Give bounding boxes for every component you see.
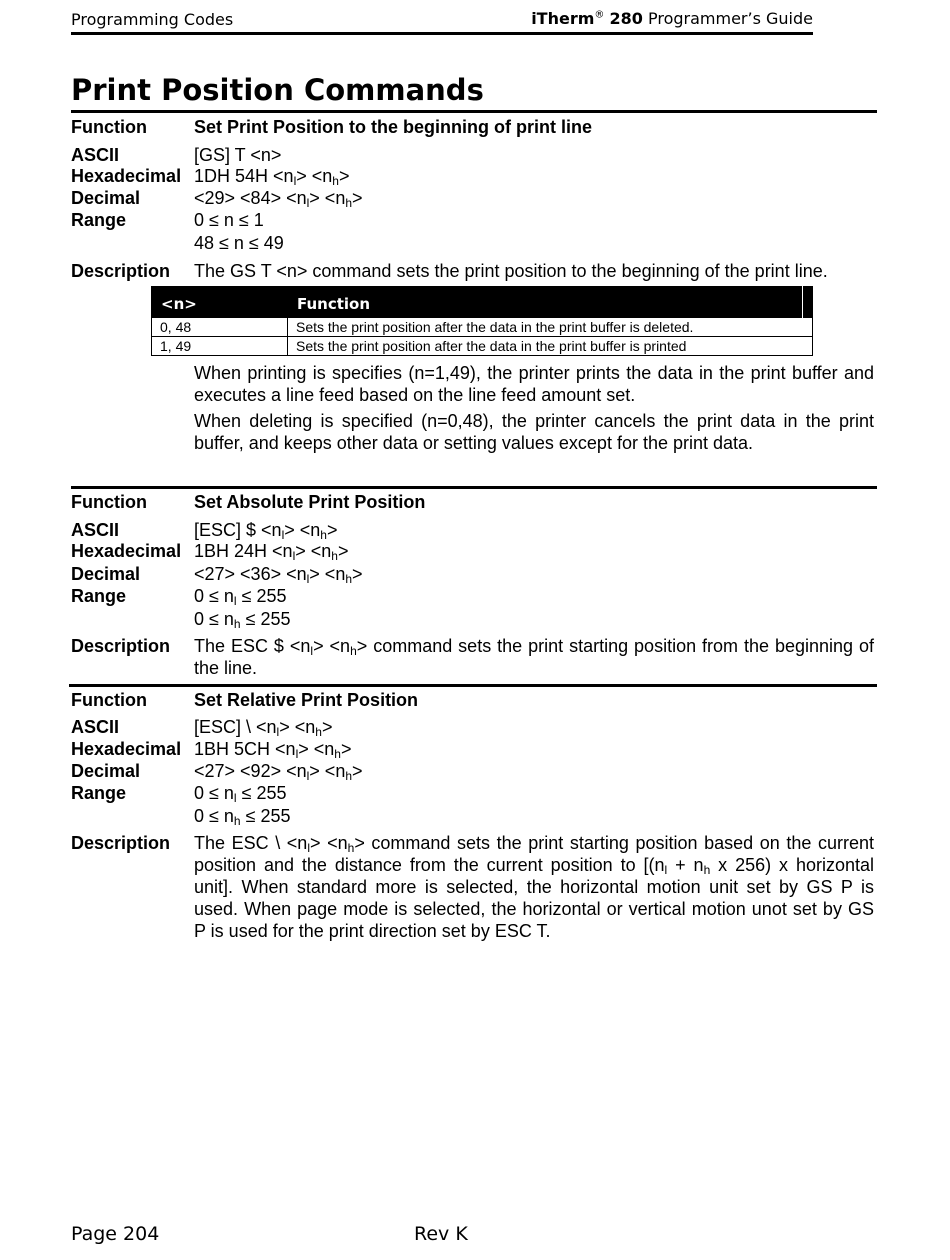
cmd1-description: The GS T <n> command sets the print position to the beginning of the print line. — [194, 261, 828, 281]
section-rule — [69, 684, 877, 687]
range-label: Range — [71, 210, 127, 230]
section-name: Programming Codes — [71, 10, 234, 29]
model-number: 280 — [609, 9, 643, 28]
cmd1-function: Set Print Position to the beginning of print line — [194, 117, 592, 137]
page-number: Page 204 — [71, 1223, 160, 1245]
range-label: Range — [71, 586, 127, 606]
ascii-label: ASCII — [71, 145, 120, 165]
page-header — [71, 8, 813, 35]
cmd2-decimal: $<27> <36> <n_l> <n_h>$ — [194, 564, 363, 586]
guide-title — [531, 9, 813, 28]
hex-label: Hexadecimal — [71, 739, 182, 759]
cmd1-range-2: 48 ≤ n ≤ 49 — [194, 233, 284, 253]
cmd3-description: The ESC \ $<n_l> <n_h>$ command sets the print starting position based on the current position and the distance from the current position to [($n_l + n_h$ x 256) x horizontal unit]. When standard more is selected, the horizontal motion unit set by GS P is used. When page mode is selected, the horizontal or vertical motion unot set by GS P is used for the print direction set by ESC T. — [194, 833, 874, 941]
ascii-label: ASCII — [71, 520, 120, 540]
table-cell-function: Sets the print position after the data in the print buffer is deleted. — [296, 319, 694, 335]
hex-label: Hexadecimal — [71, 541, 182, 561]
cmd2-ascii: [ESC] $ $<n_l> <n_h>$ — [194, 520, 338, 542]
header-divider — [802, 286, 803, 318]
decimal-label: Decimal — [71, 761, 141, 781]
table-cell-function: Sets the print position after the data in the print buffer is printed — [296, 338, 687, 354]
cmd1-decimal: $<29> <84> <n_l> <n_h>$ — [194, 188, 363, 210]
registered-mark: ® — [594, 9, 605, 21]
table-header-n: <n> — [161, 295, 197, 313]
table-header — [151, 286, 813, 318]
cmd2-description: The ESC $ $<n_l> <n_h>$ command sets the print starting position from the beginning of the line. — [194, 636, 874, 678]
cmd1-hex: 1DH $54H <n_l> <n_h>$ — [194, 166, 350, 188]
cmd2-range-high: $0 \le n_h \le 255$ — [194, 609, 291, 631]
function-label: Function — [71, 690, 147, 710]
table-cell-n: 0, 48 — [160, 319, 192, 335]
description-label: Description — [71, 636, 171, 656]
hex-label: Hexadecimal — [71, 166, 182, 186]
cmd1-paragraph-delete: When deleting is specified (n=0,48), the printer cancels the print data in the print buffer, and keeps other data or setting values except for the print data. — [194, 411, 874, 453]
range-label: Range — [71, 783, 127, 803]
cmd3-range-low: $0 \le n_l \le 255$ — [194, 783, 287, 805]
table-header-function: Function — [297, 295, 371, 313]
n-function-table — [151, 286, 813, 356]
function-label: Function — [71, 492, 147, 512]
table-row — [151, 318, 813, 337]
revision: Rev K — [414, 1223, 468, 1245]
decimal-label: Decimal — [71, 564, 141, 584]
description-label: Description — [71, 261, 171, 281]
cmd2-hex: 1BH $24H <n_l> <n_h>$ — [194, 541, 349, 563]
cmd3-hex: 1BH $5CH <n_l> <n_h>$ — [194, 739, 352, 761]
guide-name: Programmer’s Guide — [647, 9, 813, 28]
cmd3-range-high: $0 \le n_h \le 255$ — [194, 806, 291, 828]
ascii-label: ASCII — [71, 717, 120, 737]
section-rule — [71, 486, 877, 489]
decimal-label: Decimal — [71, 188, 141, 208]
table-row — [151, 337, 813, 356]
table-cell-n: 1, 49 — [160, 338, 192, 354]
cell-divider — [287, 318, 288, 336]
page-title: Print Position Commands — [71, 73, 484, 107]
cmd1-range-1: 0 ≤ n ≤ 1 — [194, 210, 264, 230]
cmd3-function: Set Relative Print Position — [194, 690, 419, 710]
cmd3-ascii: [ESC] \ $<n_l> <n_h>$ — [194, 717, 333, 739]
cell-divider — [287, 337, 288, 355]
description-label: Description — [71, 833, 171, 853]
function-label: Function — [71, 117, 147, 137]
cmd3-decimal: $<27> <92> <n_l> <n_h>$ — [194, 761, 363, 783]
brand-name: iTherm — [531, 9, 595, 28]
cmd2-range-low: $0 \le n_l \le 255$ — [194, 586, 287, 608]
cmd1-ascii: [GS] T <n> — [194, 145, 282, 165]
cmd1-paragraph-print: When printing is specifies (n=1,49), the printer prints the data in the print buffer and executes a line feed based on the line feed amount set. — [194, 363, 874, 405]
cmd2-function: Set Absolute Print Position — [194, 492, 426, 512]
title-rule — [71, 110, 877, 113]
